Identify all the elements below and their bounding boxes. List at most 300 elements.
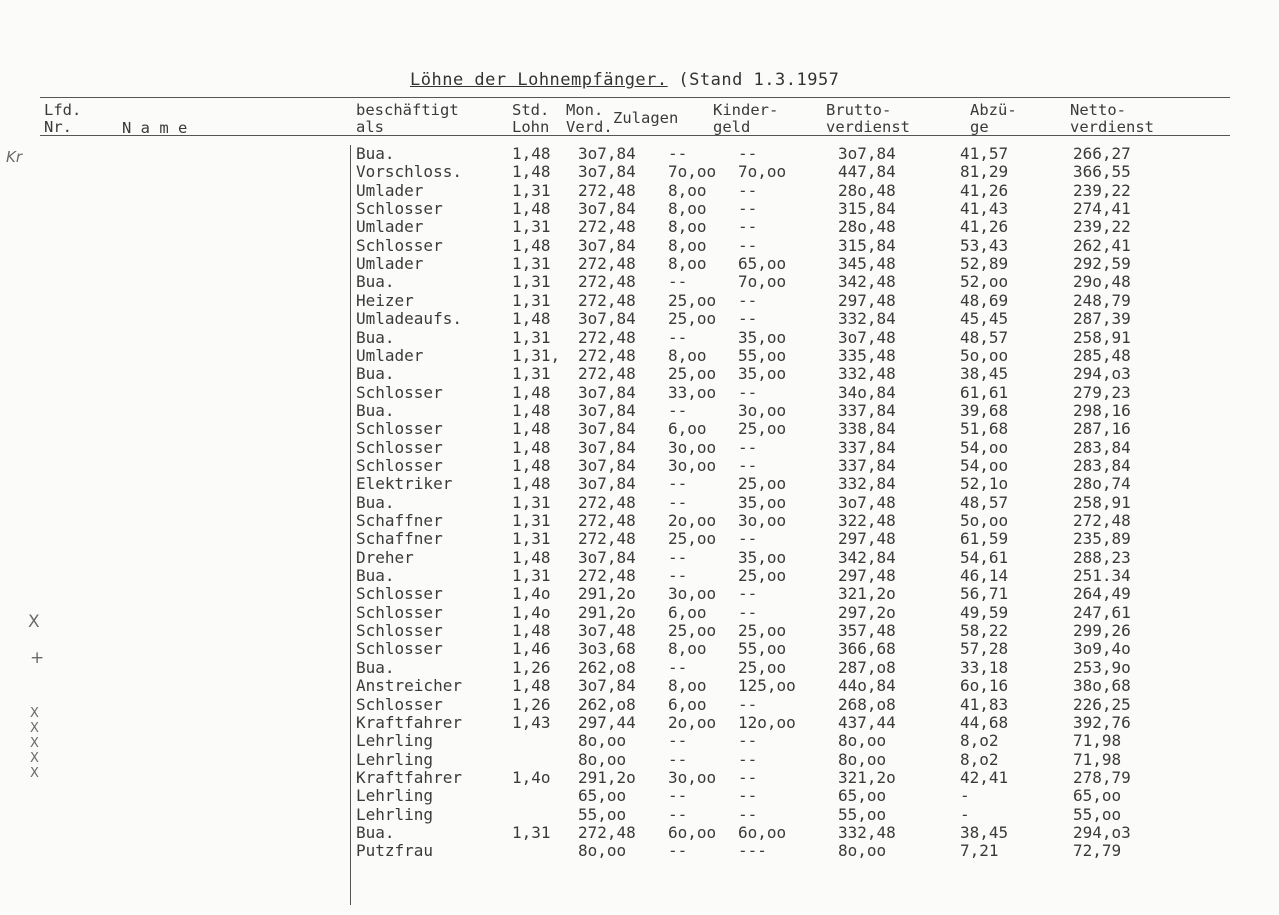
std-lohn-cell: 1,31: [512, 529, 551, 549]
zulagen-cell: 8,oo: [668, 254, 707, 274]
zulagen-cell: 8,oo: [668, 676, 707, 696]
std-lohn-cell: 1,48: [512, 474, 551, 494]
std-lohn-cell: 1,48: [512, 455, 551, 475]
margin-mark-x-list: X X X X X: [30, 706, 39, 781]
table-row: [0, 402, 1279, 420]
table-row: [0, 439, 1279, 457]
header-netto: Netto- verdienst: [1070, 101, 1154, 136]
std-lohn-cell: 1,31: [512, 217, 551, 237]
kindergeld-cell: --: [738, 731, 758, 751]
abzuege-cell: 61,59: [960, 529, 1009, 549]
job-cell: Dreher: [356, 547, 414, 567]
std-lohn-cell: 1,4o: [512, 584, 551, 604]
zulagen-cell: 7o,oo: [668, 162, 717, 182]
brutto-cell: 321,2o: [838, 767, 896, 787]
title-text: Löhne der Lohnempfänger.: [410, 70, 668, 90]
std-lohn-cell: 1,31: [512, 511, 551, 530]
kindergeld-cell: 6o,oo: [738, 822, 787, 842]
title-date: (Stand 1.3.1957: [678, 70, 840, 90]
abzuege-cell: 45,45: [960, 309, 1009, 329]
zulagen-cell: 8,oo: [668, 235, 707, 255]
brutto-cell: 297,48: [838, 290, 896, 310]
mon-verd-cell: 3o7,84: [578, 437, 636, 457]
netto-cell: 266,27: [1073, 144, 1131, 163]
std-lohn-cell: 1,48: [512, 547, 551, 567]
brutto-cell: 315,84: [838, 235, 896, 255]
netto-cell: 288,23: [1073, 547, 1131, 567]
zulagen-cell: --: [668, 547, 688, 567]
table-row: [0, 255, 1279, 273]
kindergeld-cell: --: [738, 309, 758, 329]
abzuege-cell: 41,57: [960, 144, 1009, 163]
netto-cell: 292,59: [1073, 254, 1131, 274]
brutto-cell: 28o,48: [838, 180, 896, 200]
netto-cell: 258,91: [1073, 492, 1131, 512]
netto-cell: 226,25: [1073, 694, 1131, 714]
mon-verd-cell: 272,48: [578, 511, 636, 530]
table-row: [0, 585, 1279, 603]
brutto-cell: 297,48: [838, 566, 896, 586]
margin-mark-plus: +: [30, 648, 45, 668]
mon-verd-cell: 291,2o: [578, 602, 636, 622]
zulagen-cell: --: [668, 400, 688, 420]
abzuege-cell: 51,68: [960, 419, 1009, 439]
netto-cell: 3o9,4o: [1073, 639, 1131, 659]
zulagen-cell: 2o,oo: [668, 712, 717, 732]
table-row: [0, 769, 1279, 787]
kindergeld-cell: --: [738, 694, 758, 714]
std-lohn-cell: 1,46: [512, 639, 551, 659]
zulagen-cell: --: [668, 474, 688, 494]
table-row: [0, 273, 1279, 291]
kindergeld-cell: --: [738, 804, 758, 824]
mon-verd-cell: 3o7,48: [578, 621, 636, 641]
netto-cell: 274,41: [1073, 199, 1131, 219]
header-name: N a m e: [122, 119, 188, 137]
abzuege-cell: 52,89: [960, 254, 1009, 274]
brutto-cell: 3o7,48: [838, 492, 896, 512]
mon-verd-cell: 272,48: [578, 217, 636, 237]
brutto-cell: 357,48: [838, 621, 896, 641]
abzuege-cell: 57,28: [960, 639, 1009, 659]
brutto-cell: 287,o8: [838, 657, 896, 677]
brutto-cell: 297,2o: [838, 602, 896, 622]
table-row: [0, 457, 1279, 475]
abzuege-cell: 41,26: [960, 217, 1009, 237]
std-lohn-cell: 1,48: [512, 235, 551, 255]
std-lohn-cell: 1,48: [512, 309, 551, 329]
std-lohn-cell: 1,48: [512, 437, 551, 457]
netto-cell: 247,61: [1073, 602, 1131, 622]
abzuege-cell: 52,oo: [960, 272, 1009, 292]
brutto-cell: 337,84: [838, 400, 896, 420]
abzuege-cell: 39,68: [960, 400, 1009, 420]
netto-cell: 258,91: [1073, 327, 1131, 347]
mon-verd-cell: 272,48: [578, 492, 636, 512]
mon-verd-cell: 3o7,84: [578, 144, 636, 163]
abzuege-cell: 61,61: [960, 382, 1009, 402]
table-row: [0, 806, 1279, 824]
std-lohn-cell: 1,31: [512, 290, 551, 310]
abzuege-cell: 48,57: [960, 492, 1009, 512]
mon-verd-cell: 8o,oo: [578, 731, 627, 751]
kindergeld-cell: --: [738, 529, 758, 549]
table-row: [0, 329, 1279, 347]
job-cell: Bua.: [356, 822, 395, 842]
brutto-cell: 366,68: [838, 639, 896, 659]
mon-verd-cell: 3o3,68: [578, 639, 636, 659]
zulagen-cell: 25,oo: [668, 529, 717, 549]
brutto-cell: 332,48: [838, 364, 896, 384]
brutto-cell: 437,44: [838, 712, 896, 732]
brutto-cell: 8o,oo: [838, 749, 887, 769]
mon-verd-cell: 272,48: [578, 180, 636, 200]
mon-verd-cell: 3o7,84: [578, 547, 636, 567]
header-kindergeld: Kinder- geld: [713, 101, 779, 136]
netto-cell: 279,23: [1073, 382, 1131, 402]
kindergeld-cell: 35,oo: [738, 364, 787, 384]
zulagen-cell: 8,oo: [668, 639, 707, 659]
abzuege-cell: 38,45: [960, 364, 1009, 384]
std-lohn-cell: 1,31: [512, 492, 551, 512]
job-cell: Lehrling: [356, 786, 434, 806]
kindergeld-cell: --: [738, 602, 758, 622]
table-row: [0, 182, 1279, 200]
job-cell: Heizer: [356, 290, 414, 310]
header-mon-verd: Mon. Verd.: [566, 101, 613, 136]
abzuege-cell: 7,21: [960, 841, 999, 861]
abzuege-cell: 58,22: [960, 621, 1009, 641]
table-row: [0, 530, 1279, 548]
job-cell: Schlosser: [356, 584, 443, 604]
std-lohn-cell: 1,31: [512, 327, 551, 347]
mon-verd-cell: 3o7,84: [578, 199, 636, 219]
table-row: [0, 622, 1279, 640]
table-row: [0, 218, 1279, 236]
mon-verd-cell: 8o,oo: [578, 841, 627, 861]
zulagen-cell: 8,oo: [668, 217, 707, 237]
job-cell: Bua.: [356, 566, 395, 586]
abzuege-cell: 54,61: [960, 547, 1009, 567]
table-row: [0, 549, 1279, 567]
abzuege-cell: 52,1o: [960, 474, 1009, 494]
mon-verd-cell: 262,o8: [578, 657, 636, 677]
brutto-cell: 332,84: [838, 474, 896, 494]
job-cell: Schaffner: [356, 511, 443, 530]
table-row: [0, 384, 1279, 402]
table-row: [0, 751, 1279, 769]
job-cell: Schlosser: [356, 382, 443, 402]
brutto-cell: 315,84: [838, 199, 896, 219]
kindergeld-cell: 35,oo: [738, 327, 787, 347]
brutto-cell: 3o7,48: [838, 327, 896, 347]
table-row: [0, 494, 1279, 512]
kindergeld-cell: --: [738, 235, 758, 255]
margin-mark-x: X: [28, 612, 40, 632]
table-row: [0, 237, 1279, 255]
mon-verd-cell: 3o7,84: [578, 400, 636, 420]
kindergeld-cell: --: [738, 437, 758, 457]
brutto-cell: 297,48: [838, 529, 896, 549]
brutto-cell: 335,48: [838, 345, 896, 365]
std-lohn-cell: 1,43: [512, 712, 551, 732]
mon-verd-cell: 3o7,84: [578, 474, 636, 494]
netto-cell: 294,o3: [1073, 364, 1131, 384]
netto-cell: 71,98: [1073, 731, 1122, 751]
zulagen-cell: 25,oo: [668, 309, 717, 329]
table-row: [0, 475, 1279, 493]
job-cell: Bua.: [356, 327, 395, 347]
kindergeld-cell: 65,oo: [738, 254, 787, 274]
kindergeld-cell: 25,oo: [738, 621, 787, 641]
zulagen-cell: 3o,oo: [668, 584, 717, 604]
table-row: [0, 732, 1279, 750]
kindergeld-cell: --: [738, 144, 758, 163]
job-cell: Bua.: [356, 364, 395, 384]
netto-cell: 287,39: [1073, 309, 1131, 329]
table-row: [0, 567, 1279, 585]
kindergeld-cell: --: [738, 749, 758, 769]
mon-verd-cell: 3o7,84: [578, 309, 636, 329]
netto-cell: 392,76: [1073, 712, 1131, 732]
netto-cell: 235,89: [1073, 529, 1131, 549]
abzuege-cell: 48,57: [960, 327, 1009, 347]
kindergeld-cell: 7o,oo: [738, 162, 787, 182]
mon-verd-cell: 291,2o: [578, 767, 636, 787]
table-row: [0, 310, 1279, 328]
netto-cell: 285,48: [1073, 345, 1131, 365]
zulagen-cell: 25,oo: [668, 364, 717, 384]
mon-verd-cell: 3o7,84: [578, 382, 636, 402]
netto-cell: 239,22: [1073, 180, 1131, 200]
zulagen-cell: 25,oo: [668, 290, 717, 310]
abzuege-cell: 8,o2: [960, 749, 999, 769]
job-cell: Elektriker: [356, 474, 453, 494]
zulagen-cell: --: [668, 786, 688, 806]
zulagen-cell: 8,oo: [668, 180, 707, 200]
table-row: [0, 842, 1279, 860]
zulagen-cell: 3o,oo: [668, 767, 717, 787]
brutto-cell: 65,oo: [838, 786, 887, 806]
mon-verd-cell: 272,48: [578, 822, 636, 842]
std-lohn-cell: 1,31,: [512, 345, 561, 365]
brutto-cell: 44o,84: [838, 676, 896, 696]
zulagen-cell: --: [668, 731, 688, 751]
kindergeld-cell: 35,oo: [738, 547, 787, 567]
job-cell: Schlosser: [356, 639, 443, 659]
kindergeld-cell: 25,oo: [738, 657, 787, 677]
brutto-cell: 28o,48: [838, 217, 896, 237]
job-cell: Schlosser: [356, 455, 443, 475]
std-lohn-cell: 1,31: [512, 272, 551, 292]
netto-cell: 366,55: [1073, 162, 1131, 182]
zulagen-cell: --: [668, 657, 688, 677]
abzuege-cell: 8,o2: [960, 731, 999, 751]
kindergeld-cell: --: [738, 199, 758, 219]
mon-verd-cell: 272,48: [578, 566, 636, 586]
kindergeld-cell: 7o,oo: [738, 272, 787, 292]
mon-verd-cell: 272,48: [578, 529, 636, 549]
netto-cell: 299,26: [1073, 621, 1131, 641]
mon-verd-cell: 297,44: [578, 712, 636, 732]
zulagen-cell: --: [668, 144, 688, 163]
abzuege-cell: 33,18: [960, 657, 1009, 677]
abzuege-cell: 41,43: [960, 199, 1009, 219]
job-cell: Umlader: [356, 180, 424, 200]
mon-verd-cell: 65,oo: [578, 786, 627, 806]
netto-cell: 248,79: [1073, 290, 1131, 310]
zulagen-cell: 2o,oo: [668, 511, 717, 530]
mon-verd-cell: 3o7,84: [578, 455, 636, 475]
job-cell: Schlosser: [356, 437, 443, 457]
kindergeld-cell: 25,oo: [738, 419, 787, 439]
job-cell: Schlosser: [356, 419, 443, 439]
margin-mark-kr: Kr: [6, 148, 23, 166]
brutto-cell: 268,o8: [838, 694, 896, 714]
netto-cell: 298,16: [1073, 400, 1131, 420]
kindergeld-cell: --: [738, 290, 758, 310]
job-cell: Putzfrau: [356, 841, 434, 861]
netto-cell: 72,79: [1073, 841, 1122, 861]
netto-cell: 283,84: [1073, 437, 1131, 457]
brutto-cell: 8o,oo: [838, 731, 887, 751]
job-cell: Umlader: [356, 345, 424, 365]
table-row: [0, 163, 1279, 181]
abzuege-cell: -: [960, 786, 970, 806]
brutto-cell: 332,84: [838, 309, 896, 329]
job-cell: Umlader: [356, 217, 424, 237]
std-lohn-cell: 1,48: [512, 144, 551, 163]
job-cell: Bua.: [356, 492, 395, 512]
std-lohn-cell: 1,48: [512, 382, 551, 402]
table-row: [0, 145, 1279, 163]
table-row: [0, 787, 1279, 805]
kindergeld-cell: 25,oo: [738, 474, 787, 494]
brutto-cell: 337,84: [838, 437, 896, 457]
abzuege-cell: 54,oo: [960, 437, 1009, 457]
job-cell: Schlosser: [356, 199, 443, 219]
mon-verd-cell: 3o7,84: [578, 676, 636, 696]
mon-verd-cell: 3o7,84: [578, 235, 636, 255]
netto-cell: 283,84: [1073, 455, 1131, 475]
job-cell: Schlosser: [356, 602, 443, 622]
kindergeld-cell: --: [738, 180, 758, 200]
abzuege-cell: -: [960, 804, 970, 824]
header-std-lohn: Std. Lohn: [512, 101, 550, 136]
job-cell: Bua.: [356, 657, 395, 677]
zulagen-cell: 6,oo: [668, 694, 707, 714]
job-cell: Schlosser: [356, 621, 443, 641]
std-lohn-cell: 1,26: [512, 694, 551, 714]
netto-cell: 262,41: [1073, 235, 1131, 255]
table-row: [0, 824, 1279, 842]
netto-cell: 278,79: [1073, 767, 1131, 787]
kindergeld-cell: --: [738, 584, 758, 604]
mon-verd-cell: 291,2o: [578, 584, 636, 604]
std-lohn-cell: 1,48: [512, 621, 551, 641]
abzuege-cell: 53,43: [960, 235, 1009, 255]
std-lohn-cell: 1,48: [512, 400, 551, 420]
kindergeld-cell: 12o,oo: [738, 712, 796, 732]
std-lohn-cell: 1,48: [512, 419, 551, 439]
std-lohn-cell: 1,4o: [512, 602, 551, 622]
abzuege-cell: 38,45: [960, 822, 1009, 842]
netto-cell: 251.34: [1073, 566, 1131, 586]
netto-cell: 287,16: [1073, 419, 1131, 439]
netto-cell: 272,48: [1073, 511, 1131, 530]
std-lohn-cell: 1,4o: [512, 767, 551, 787]
brutto-cell: 345,48: [838, 254, 896, 274]
header-brutto: Brutto- verdienst: [826, 101, 910, 136]
table-row: [0, 200, 1279, 218]
netto-cell: 55,oo: [1073, 804, 1122, 824]
brutto-cell: 447,84: [838, 162, 896, 182]
abzuege-cell: 42,41: [960, 767, 1009, 787]
mon-verd-cell: 272,48: [578, 345, 636, 365]
brutto-cell: 342,84: [838, 547, 896, 567]
kindergeld-cell: 3o,oo: [738, 400, 787, 420]
job-cell: Lehrling: [356, 749, 434, 769]
mon-verd-cell: 272,48: [578, 272, 636, 292]
job-cell: Lehrling: [356, 804, 434, 824]
table-row: [0, 696, 1279, 714]
job-cell: Vorschloss.: [356, 162, 462, 182]
kindergeld-cell: 3o,oo: [738, 511, 787, 530]
job-cell: Schlosser: [356, 235, 443, 255]
std-lohn-cell: 1,31: [512, 254, 551, 274]
table-row: [0, 365, 1279, 383]
mon-verd-cell: 8o,oo: [578, 749, 627, 769]
table-row: [0, 420, 1279, 438]
zulagen-cell: 6,oo: [668, 602, 707, 622]
job-cell: Bua.: [356, 400, 395, 420]
netto-cell: 71,98: [1073, 749, 1122, 769]
kindergeld-cell: 125,oo: [738, 676, 796, 696]
std-lohn-cell: 1,48: [512, 676, 551, 696]
table-row: [0, 714, 1279, 732]
zulagen-cell: 8,oo: [668, 345, 707, 365]
netto-cell: 264,49: [1073, 584, 1131, 604]
brutto-cell: 3o7,84: [838, 144, 896, 163]
abzuege-cell: 41,26: [960, 180, 1009, 200]
netto-cell: 294,o3: [1073, 822, 1131, 842]
mon-verd-cell: 3o7,84: [578, 162, 636, 182]
zulagen-cell: --: [668, 841, 688, 861]
std-lohn-cell: 1,31: [512, 566, 551, 586]
header-bottom-rule: [40, 135, 1230, 136]
job-cell: Umladeaufs.: [356, 309, 462, 329]
abzuege-cell: 5o,oo: [960, 511, 1009, 530]
kindergeld-cell: 35,oo: [738, 492, 787, 512]
job-cell: Bua.: [356, 144, 395, 163]
brutto-cell: 322,48: [838, 511, 896, 530]
table-row: [0, 640, 1279, 658]
header-lfd-nr: Lfd. Nr.: [44, 101, 82, 136]
abzuege-cell: 48,69: [960, 290, 1009, 310]
kindergeld-cell: 25,oo: [738, 566, 787, 586]
std-lohn-cell: 1,31: [512, 822, 551, 842]
zulagen-cell: --: [668, 749, 688, 769]
zulagen-cell: --: [668, 492, 688, 512]
zulagen-cell: 6o,oo: [668, 822, 717, 842]
netto-cell: 65,oo: [1073, 786, 1122, 806]
brutto-cell: 342,48: [838, 272, 896, 292]
table-row: [0, 292, 1279, 310]
zulagen-cell: 3o,oo: [668, 455, 717, 475]
kindergeld-cell: --: [738, 767, 758, 787]
brutto-cell: 55,oo: [838, 804, 887, 824]
job-cell: Lehrling: [356, 731, 434, 751]
